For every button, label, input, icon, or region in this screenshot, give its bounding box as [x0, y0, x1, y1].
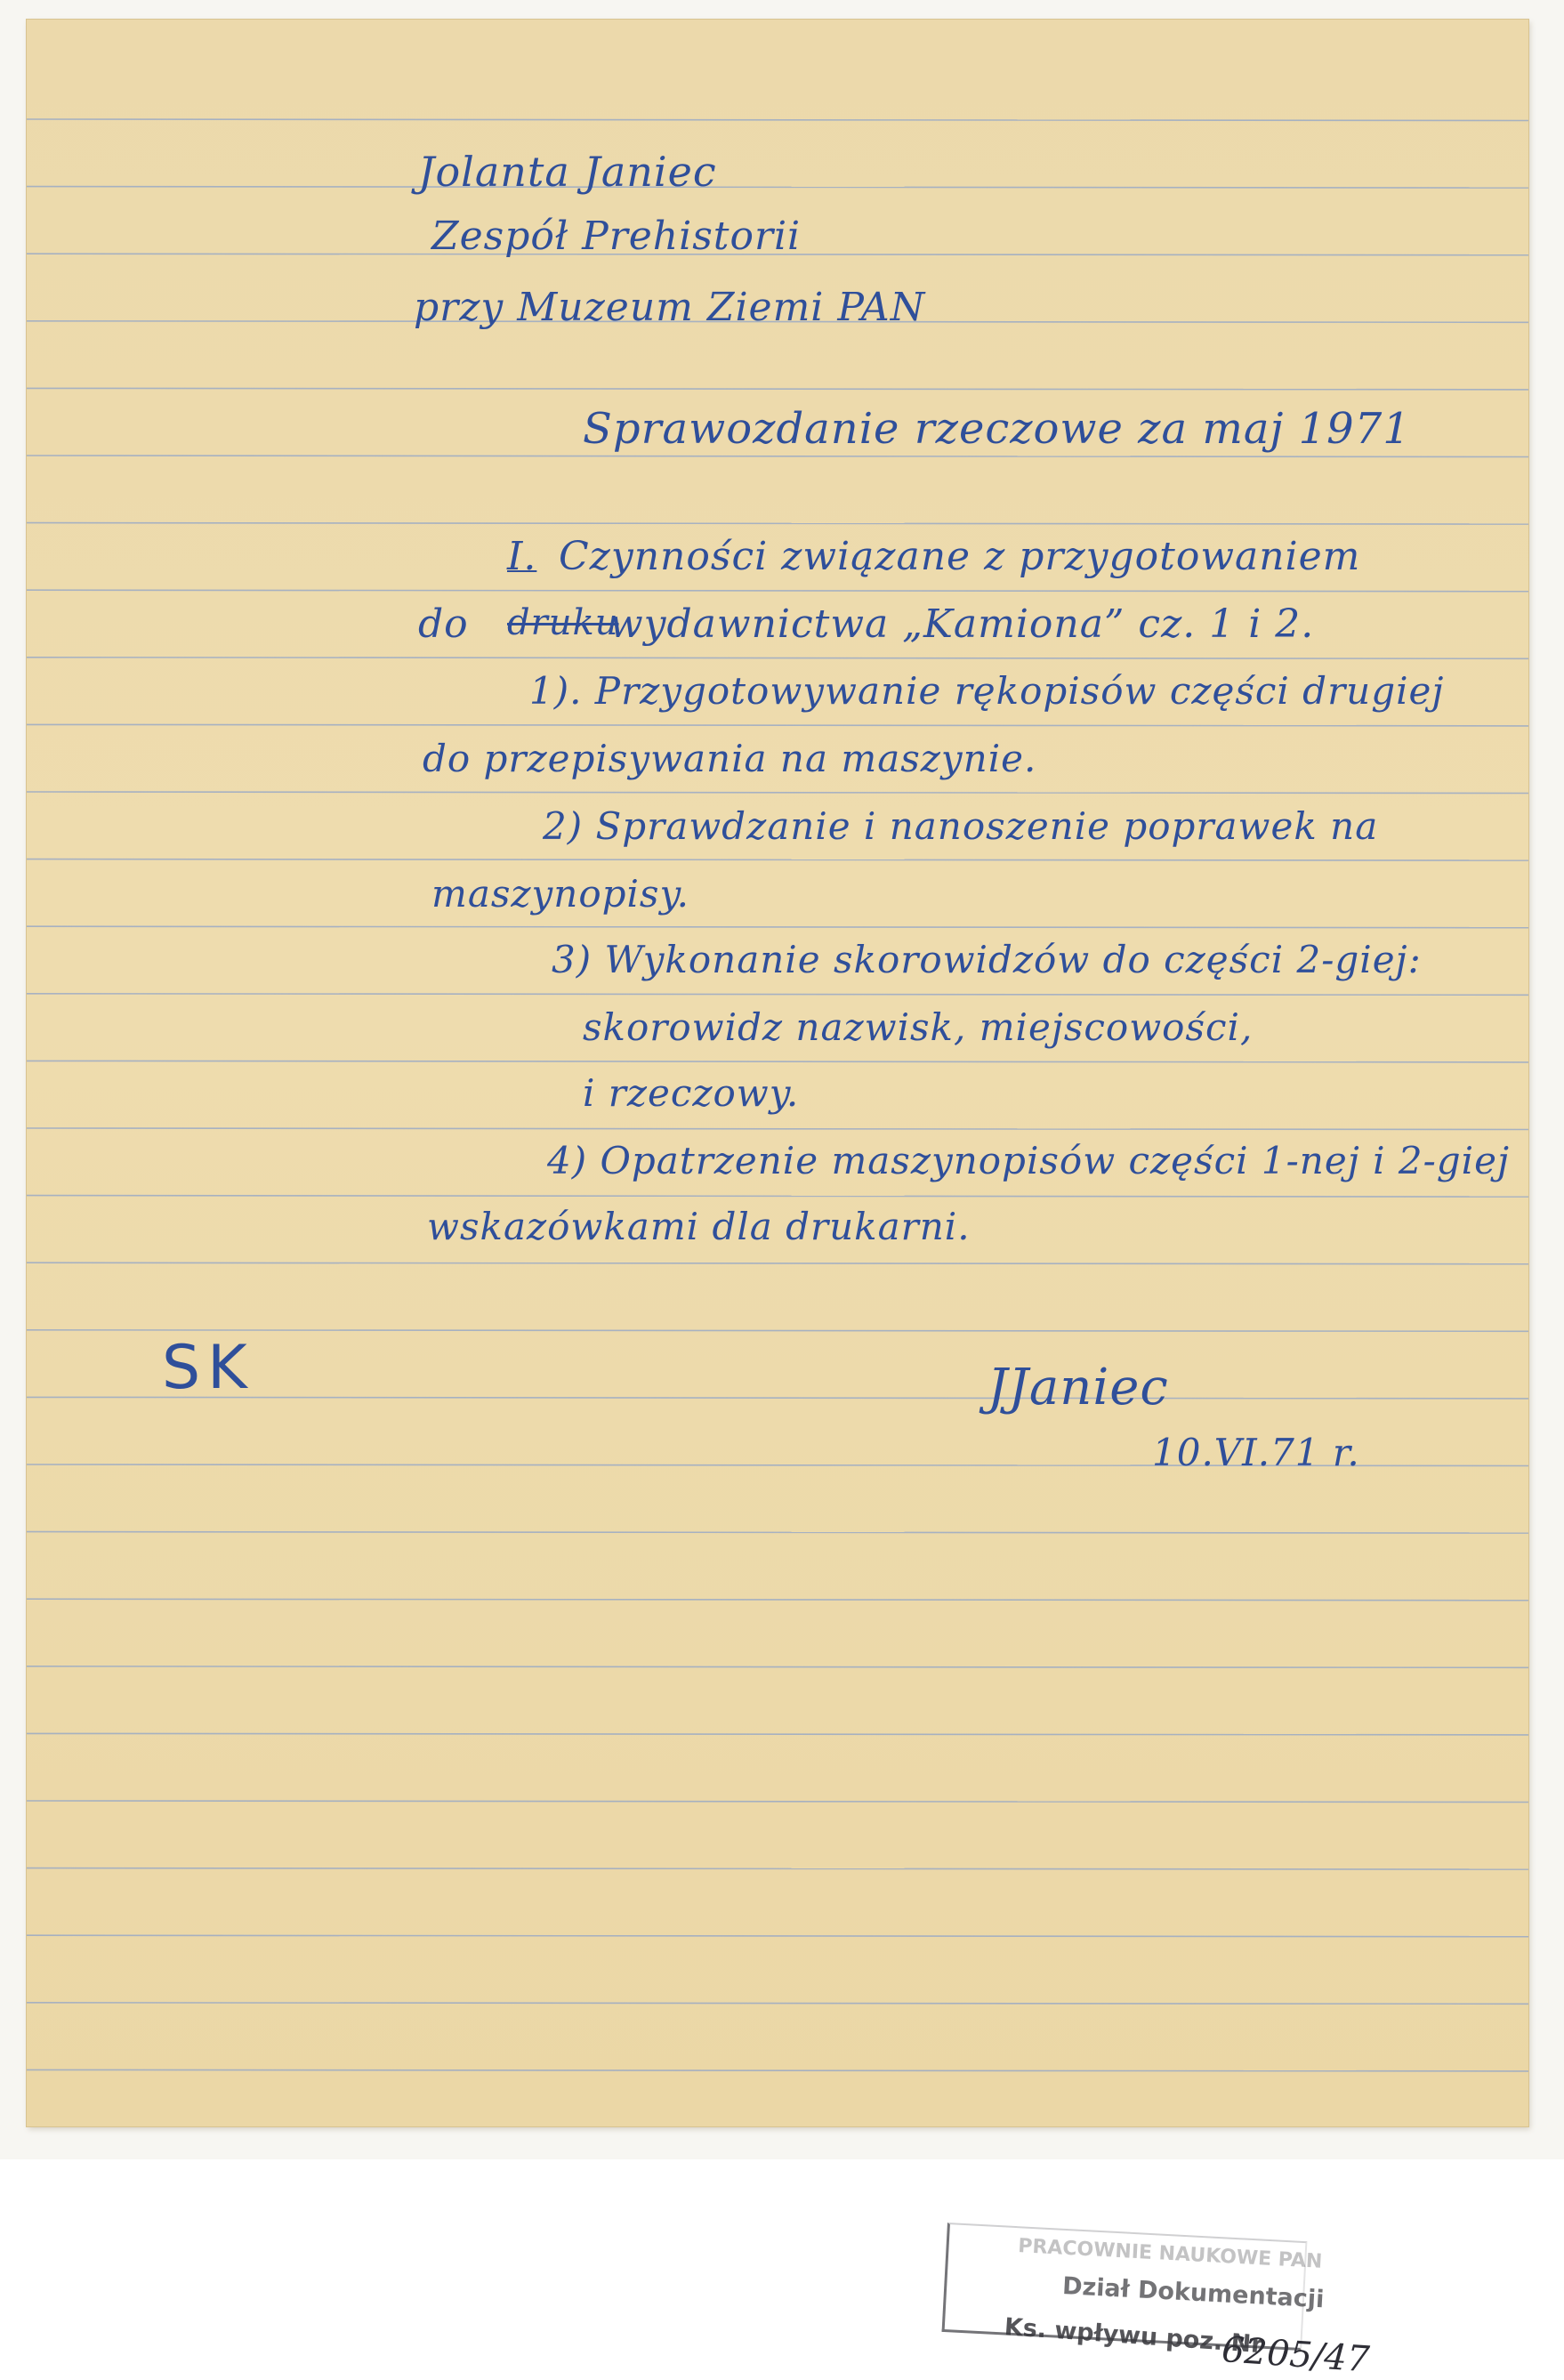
- sender-unit: Zespół Prehistorii: [431, 214, 802, 259]
- ruled-line: [27, 1330, 1528, 1332]
- ruled-line: [27, 1868, 1528, 1870]
- stamp-line-3-label: Ks. wpływu poz. Nr: [1003, 2313, 1264, 2360]
- ruled-line: [27, 119, 1528, 121]
- sender-name: Jolanta Janiec: [418, 148, 717, 196]
- signature: JJaniec: [988, 1359, 1169, 1416]
- stamp-line-1: PRACOWNIE NAUKOWE PAN: [1017, 2235, 1323, 2273]
- report-title: Sprawozdanie rzeczowe za maj 1971: [583, 404, 1411, 454]
- ruled-paper-sheet: [27, 20, 1528, 2126]
- ruled-line: [27, 994, 1528, 996]
- ruled-line: [27, 1263, 1528, 1264]
- ruled-line: [27, 590, 1528, 592]
- item-3-line2: skorowidz nazwisk, miejscowości,: [583, 1005, 1254, 1049]
- item-3-line1: 3) Wykonanie skorowidzów do części 2-giej:: [552, 938, 1422, 981]
- struck-word: druku: [507, 602, 619, 643]
- item-1-line2: do przepisywania na maszynie.: [423, 737, 1037, 780]
- ruled-line: [27, 456, 1528, 457]
- ruled-line: [27, 1935, 1528, 1937]
- ruled-line: [27, 2003, 1528, 2005]
- stamp-line-2: Dział Dokumentacji: [1061, 2272, 1326, 2314]
- item-2-line2: maszynopisy.: [431, 872, 689, 916]
- ruled-line: [27, 523, 1528, 525]
- ruled-line: [27, 1061, 1528, 1062]
- ruled-line: [27, 724, 1528, 726]
- signature-date: 10.VI.71 r.: [1152, 1431, 1360, 1474]
- item-3-line3: i rzeczowy.: [583, 1071, 800, 1115]
- ruled-line: [27, 658, 1528, 659]
- ruled-line: [27, 1733, 1528, 1735]
- ruled-line: [27, 926, 1528, 928]
- item-1-line1: 1). Przygotowywanie rękopisów części drugiej: [529, 669, 1445, 713]
- ruled-line: [27, 2069, 1528, 2071]
- sender-institution: przy Muzeum Ziemi PAN: [414, 285, 926, 330]
- ruled-line: [27, 1801, 1528, 1803]
- ruled-line: [27, 1196, 1528, 1198]
- item-4-line1: 4) Opatrzenie maszynopisów części 1-nej i 2-giej: [547, 1139, 1510, 1182]
- ruled-line: [27, 1666, 1528, 1668]
- section-heading-prefix: do: [418, 601, 469, 647]
- section-heading-rest: wydawnictwa „Kamiona” cz. 1 i 2.: [609, 601, 1315, 647]
- section-numeral: I.: [507, 534, 537, 579]
- ruled-line: [27, 792, 1528, 794]
- ruled-line: [27, 388, 1528, 390]
- ruled-line: [27, 859, 1528, 861]
- ruled-line: [27, 187, 1528, 189]
- ruled-line: [27, 1532, 1528, 1534]
- initials: SK: [162, 1333, 254, 1403]
- ruled-line: [27, 1128, 1528, 1130]
- item-2-line1: 2) Sprawdzanie i nanoszenie poprawek na: [543, 804, 1379, 848]
- stamp-register-number: 6205/47: [1220, 2329, 1371, 2380]
- item-4-line2: wskazówkami dla drukarni.: [427, 1205, 971, 1248]
- section-heading-line1: Czynności związane z przygotowaniem: [559, 534, 1361, 579]
- ruled-line: [27, 1599, 1528, 1601]
